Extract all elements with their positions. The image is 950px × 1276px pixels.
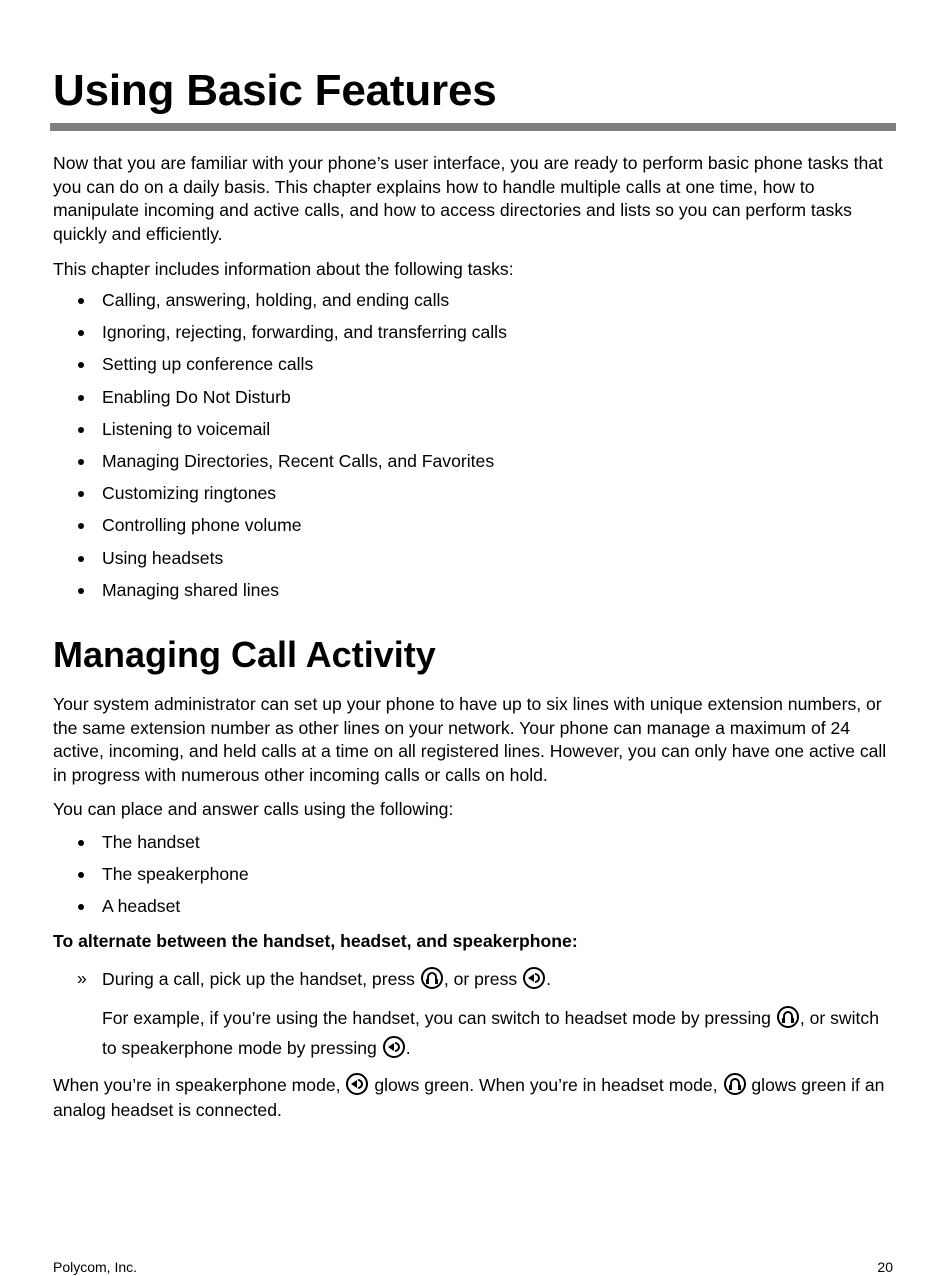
bullet-icon	[78, 523, 84, 529]
page-number: 20	[877, 1259, 893, 1275]
list-item: Customizing ringtones	[53, 482, 507, 514]
bullet-icon	[78, 459, 84, 465]
list-item: The speakerphone	[53, 863, 249, 895]
list-item: A headset	[53, 895, 249, 927]
bullet-icon	[78, 840, 84, 846]
speakerphone-icon	[523, 967, 545, 989]
bullet-icon	[78, 588, 84, 594]
bullet-icon	[78, 904, 84, 910]
methods-lead: You can place and answer calls using the following:	[53, 799, 454, 819]
tasks-lead: This chapter includes information about the following tasks:	[53, 259, 514, 279]
procedure-title: To alternate between the handset, headset, and speakerphone:	[53, 931, 578, 951]
list-item: Managing Directories, Recent Calls, and Favorites	[53, 450, 507, 482]
headset-icon	[777, 1006, 799, 1028]
bullet-icon	[78, 872, 84, 878]
list-item: Listening to voicemail	[53, 418, 507, 450]
footer-company: Polycom, Inc.	[53, 1259, 138, 1275]
bullet-icon	[78, 427, 84, 433]
section-title: Managing Call Activity	[53, 634, 436, 675]
list-item: Ignoring, rejecting, forwarding, and transferring calls	[53, 321, 507, 353]
speakerphone-icon	[383, 1036, 405, 1058]
step-marker: »	[77, 968, 87, 988]
bullet-icon	[78, 298, 84, 304]
closing-paragraph: When you’re in speakerphone mode, glows green. When you’re in headset mode, glows green if an analog headset is connected.	[53, 1075, 885, 1120]
example-text: For example, if you’re using the handset, you can switch to headset mode by pressing , or switch to speakerphone mode by pressing .	[102, 1008, 880, 1058]
bullet-icon	[78, 556, 84, 562]
list-item: Calling, answering, holding, and ending calls	[53, 289, 507, 321]
list-item: Enabling Do Not Disturb	[53, 386, 507, 418]
list-item: Setting up conference calls	[53, 353, 507, 385]
list-item: The handset	[53, 831, 249, 863]
bullet-icon	[78, 362, 84, 368]
headset-icon	[421, 967, 443, 989]
bullet-icon	[78, 330, 84, 336]
intro-paragraph: Now that you are familiar with your phone’s user interface, you are ready to perform basic phone tasks that you can do on a daily basis. This chapter explains how to handle multiple calls at one time, how to manipulate incoming and active calls, and how to access directories and lists so you can perform tasks quickly and efficiently.	[53, 153, 883, 245]
step-text: During a call, pick up the handset, press , or press .	[102, 969, 551, 989]
title-rule	[50, 123, 896, 131]
bullet-icon	[78, 491, 84, 497]
section-paragraph: Your system administrator can set up your phone to have up to six lines with unique extension numbers, or the same extension number as other lines on your network. Your phone can manage a maximum of 24 active, incoming, and held calls at a time on all registered lines. However, you can only have one active call in progress with numerous other incoming calls or calls on hold.	[53, 694, 887, 786]
headset-icon	[724, 1073, 746, 1095]
tasks-list	[53, 289, 507, 611]
chapter-title: Using Basic Features	[53, 66, 497, 115]
bullet-icon	[78, 395, 84, 401]
list-item: Controlling phone volume	[53, 514, 507, 546]
methods-list	[53, 831, 249, 927]
list-item: Using headsets	[53, 547, 507, 579]
list-item: Managing shared lines	[53, 579, 507, 611]
speakerphone-icon	[346, 1073, 368, 1095]
procedure-step	[53, 967, 898, 992]
